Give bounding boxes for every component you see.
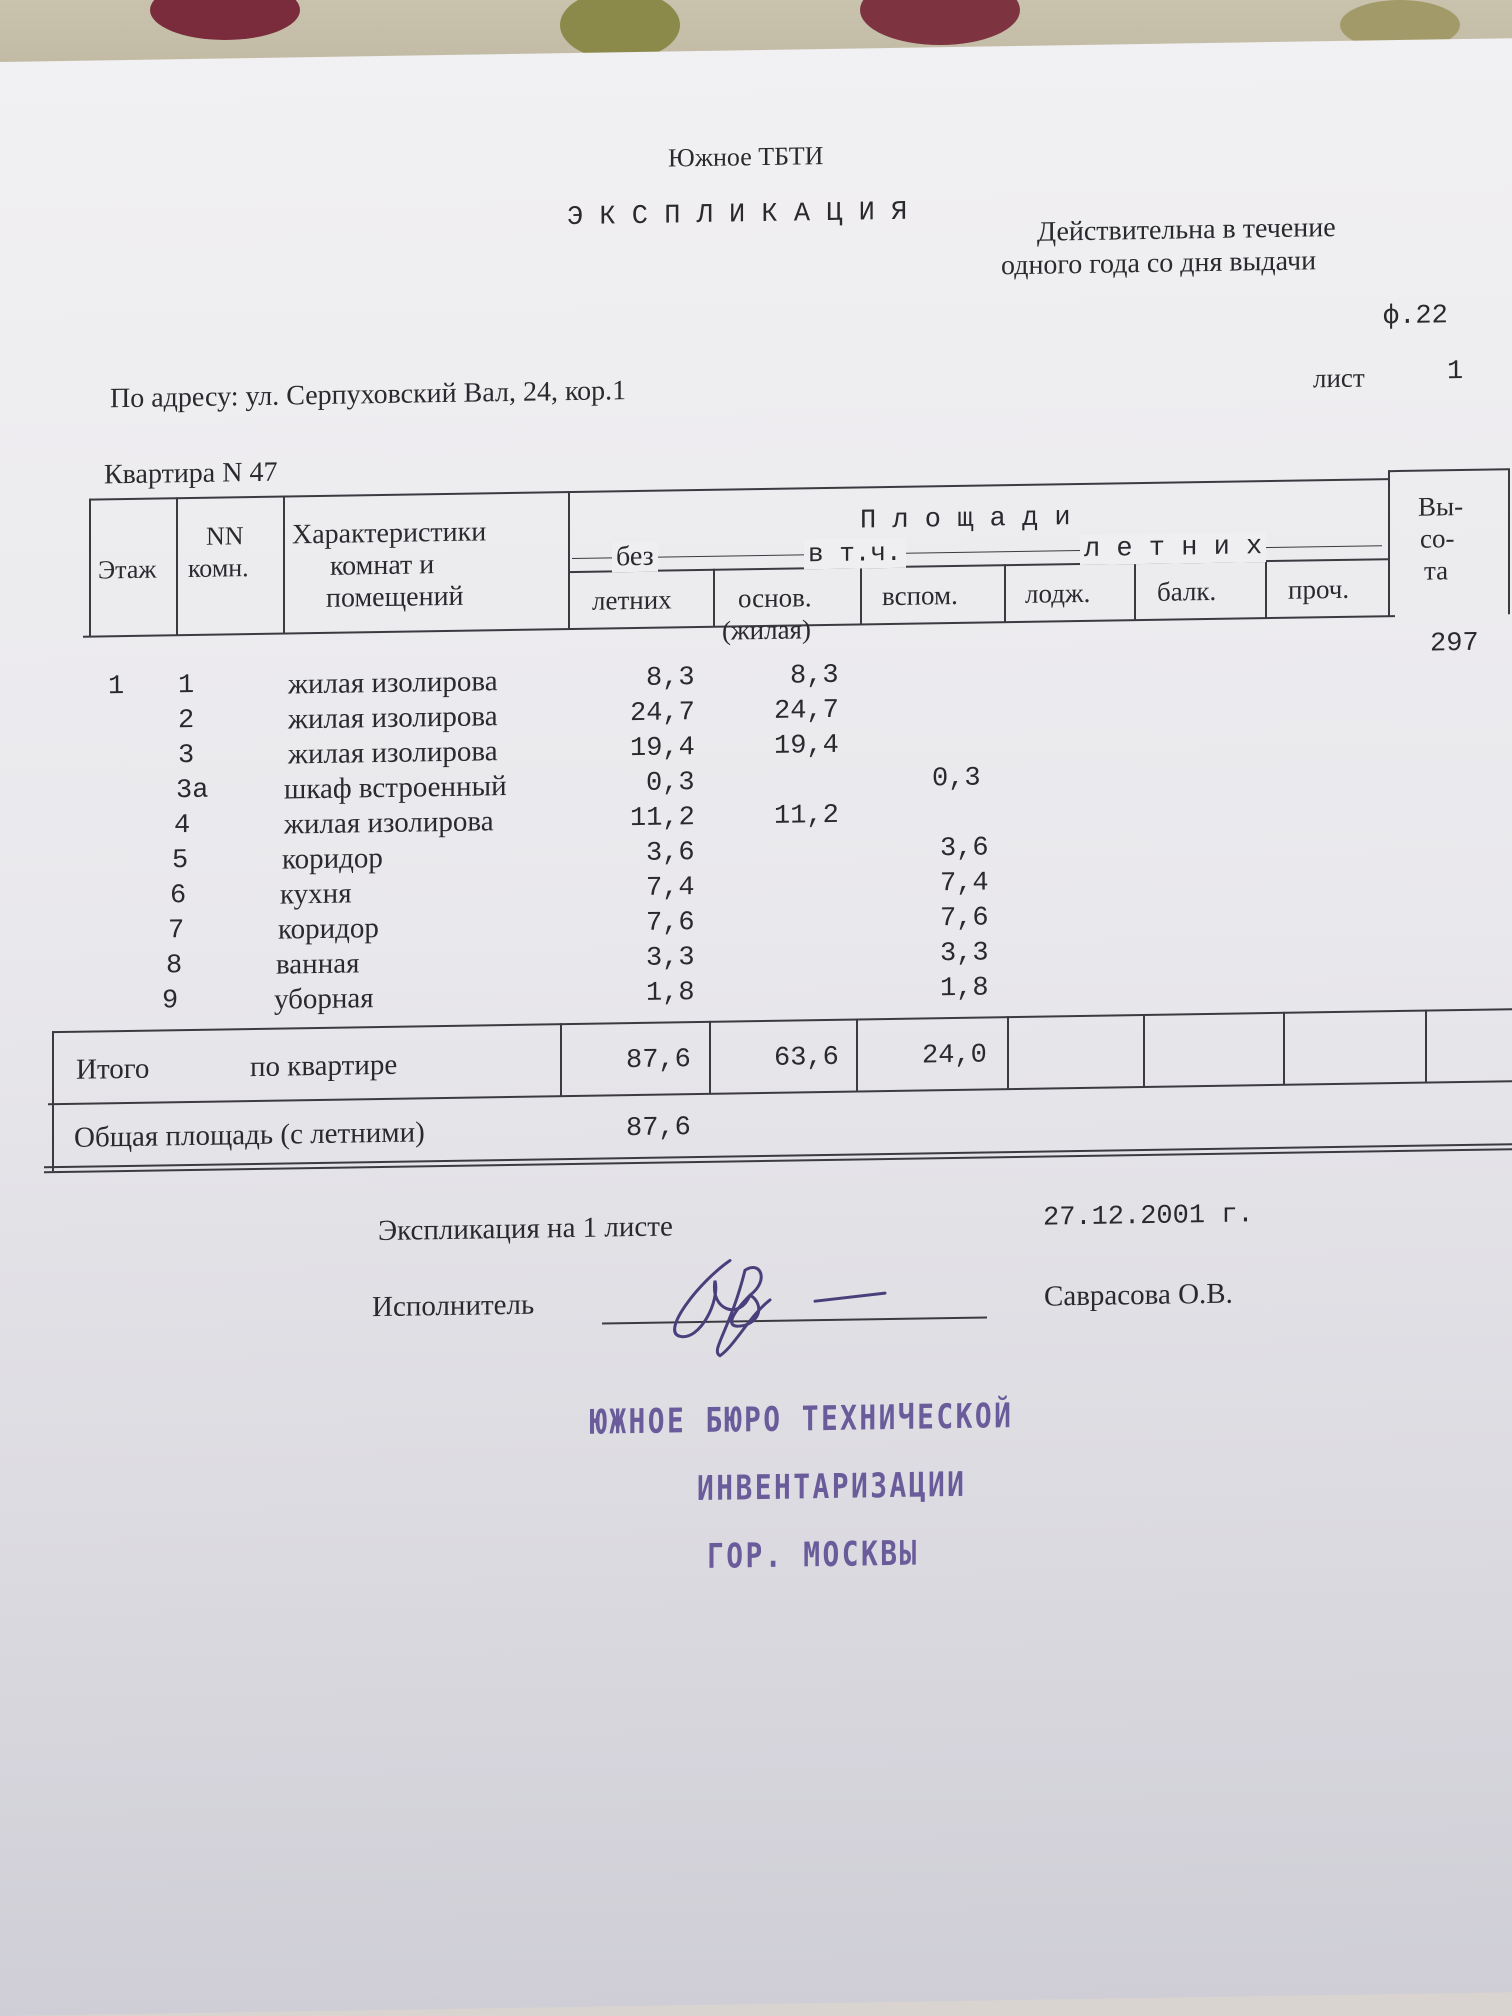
issue-date: 27.12.2001 г.: [1043, 1200, 1254, 1234]
cell-name: коридор: [282, 841, 383, 876]
cell-aux: 7,6: [940, 903, 989, 935]
col-without: без: [612, 542, 658, 573]
document-title: Э К С П Л И К А Ц И Я: [567, 197, 908, 234]
cell-nn: 2: [178, 705, 195, 737]
cell-name: жилая изолирова: [284, 805, 494, 841]
org-name: Южное ТБТИ: [668, 141, 824, 173]
flower-decoration: [860, 0, 1020, 45]
form-number: ф.22: [1383, 301, 1448, 333]
overall-area-label: Общая площадь (с летними): [74, 1116, 425, 1154]
executor-label: Исполнитель: [372, 1288, 535, 1324]
col-room: комн.: [188, 553, 249, 584]
col-areas: П л о щ а д и: [860, 503, 1071, 537]
cell-name: коридор: [278, 912, 379, 946]
col-height-1: Вы-: [1418, 491, 1464, 522]
cell-nn: 9: [162, 986, 179, 1017]
cell-nn: 1: [178, 670, 195, 702]
cell-main: 19,4: [774, 730, 839, 762]
cell-name: кухня: [280, 877, 352, 911]
stamp-line-1: ЮЖНОЕ БЮРО ТЕХНИЧЕСКОЙ: [590, 1396, 1014, 1443]
total-aux: 24,0: [922, 1040, 987, 1072]
apartment-number: Квартира N 47: [104, 456, 278, 491]
validity-line-1: Действительна в течение: [1037, 212, 1336, 248]
sheet-number: 1: [1447, 357, 1464, 388]
cell-name: жилая изолирова: [288, 700, 498, 736]
col-height-3: та: [1424, 555, 1449, 586]
cell-total: 19,4: [630, 733, 695, 765]
cell-nn: 6: [170, 881, 187, 912]
cell-total: 24,7: [630, 698, 695, 730]
col-other: проч.: [1288, 573, 1350, 605]
signature-image: [640, 1238, 900, 1362]
cell-total: 11,2: [630, 803, 695, 835]
cell-total: 7,4: [646, 873, 695, 904]
document-sheet: [0, 38, 1512, 2016]
total-without-summer: 87,6: [626, 1045, 691, 1077]
col-floor: Этаж: [98, 554, 157, 585]
cell-nn: 8: [166, 951, 183, 982]
flower-decoration: [150, 0, 300, 40]
validity-line-2: одного года со дня выдачи: [1001, 245, 1317, 282]
cell-total: 0,3: [646, 768, 695, 799]
executor-name: Саврасова О.В.: [1044, 1277, 1233, 1313]
sheet-label: лист: [1313, 362, 1365, 394]
overall-area-value: 87,6: [626, 1113, 691, 1145]
total-main: 63,6: [774, 1042, 839, 1074]
col-living: (жилая): [722, 614, 811, 646]
cell-aux: 1,8: [940, 973, 989, 1005]
cell-main: 8,3: [790, 660, 839, 692]
cell-total: 8,3: [646, 663, 695, 694]
col-summer-2: летних: [592, 584, 672, 616]
cell-aux: 3,6: [940, 833, 989, 865]
cell-total: 1,8: [646, 978, 695, 1009]
col-summer: л е т н и х: [1080, 532, 1266, 565]
total-label-apartment: по квартире: [250, 1048, 398, 1084]
col-characteristics-3: помещений: [326, 580, 464, 614]
cell-nn: 3: [178, 740, 195, 772]
col-nn: NN: [206, 521, 244, 551]
col-balcony: балк.: [1157, 575, 1217, 607]
cell-nn: 3а: [176, 775, 209, 807]
cell-total: 3,6: [646, 838, 695, 869]
col-characteristics-1: Характеристики: [292, 516, 487, 551]
cell-main: 11,2: [774, 800, 839, 832]
cell-name: жилая изолирова: [288, 735, 498, 771]
sheets-count: Экспликация на 1 листе: [378, 1210, 673, 1248]
cell-aux: 3,3: [940, 938, 989, 970]
cell-name: ванная: [276, 947, 360, 981]
col-incl: в т.ч.: [804, 538, 906, 570]
cell-nn: 5: [172, 846, 189, 877]
col-height-2: со-: [1420, 523, 1455, 554]
col-aux: вспом.: [882, 579, 958, 612]
stamp-line-2: ИНВЕНТАРИЗАЦИИ: [697, 1464, 967, 1510]
address: По адресу: ул. Серпуховский Вал, 24, кор.1: [110, 375, 627, 415]
total-label: Итого: [76, 1052, 150, 1086]
cell-nn: 7: [168, 916, 185, 947]
col-characteristics-2: комнат и: [330, 549, 435, 582]
cell-name: жилая изолирова: [288, 665, 498, 701]
stamp-line-3: ГОР. МОСКВЫ: [707, 1533, 919, 1577]
cell-name: шкаф встроенный: [284, 770, 507, 806]
col-main: основ.: [738, 582, 812, 614]
cell-total: 3,3: [646, 943, 695, 974]
cell-nn: 4: [174, 811, 191, 842]
cell-aux: 7,4: [940, 868, 989, 900]
cell-total: 7,6: [646, 908, 695, 939]
col-loggia: лодж.: [1025, 577, 1091, 609]
cell-floor: 1: [108, 672, 125, 703]
cell-aux: 0,3: [932, 763, 981, 795]
cell-main: 24,7: [774, 695, 839, 727]
cell-name: уборная: [274, 982, 374, 1016]
height-value: 297: [1430, 628, 1479, 660]
